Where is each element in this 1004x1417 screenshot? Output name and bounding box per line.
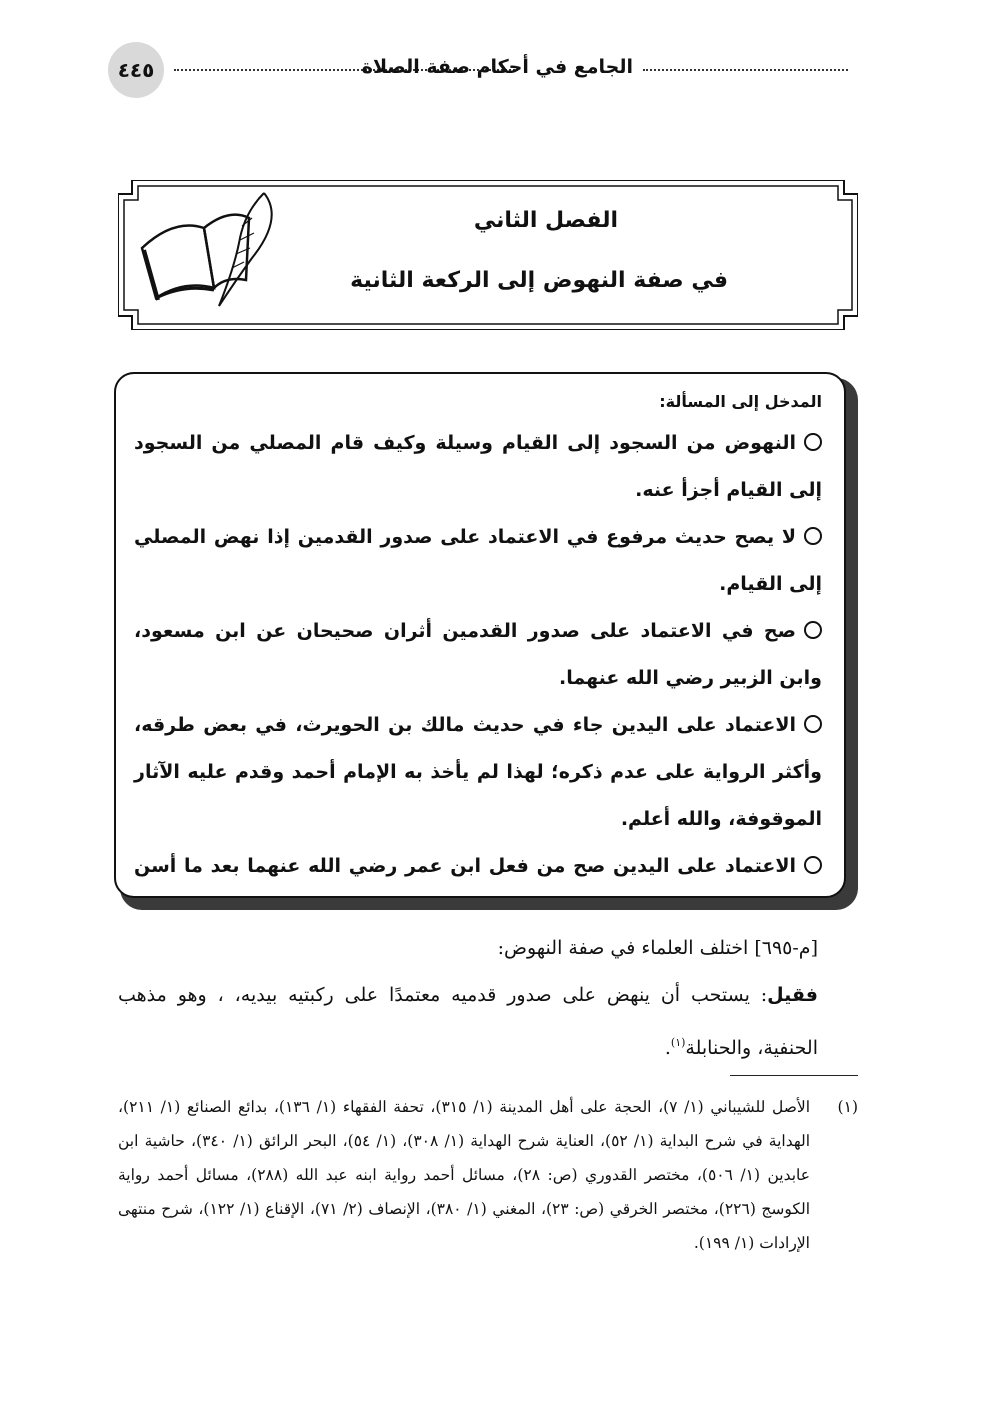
qawl-label: فقيل <box>767 984 818 1006</box>
running-title: الجامع في أحكام صفة الصلاة <box>361 56 633 78</box>
first-opinion-paragraph: فقيل: يستحب أن ينهض على صدور قدميه معتمدًا على ركبتيه بيديه، ، وهو مذهب الحنفية، والحنابلة$^{(١)}$. <box>118 984 818 1059</box>
issue-line: [م-٦٩٥] اختلف العلماء في صفة النهوض: <box>497 937 818 959</box>
footnote-text: الأصل للشيباني (١/ ٧)، الحجة على أهل المدينة (١/ ٣١٥)، تحفة الفقهاء (١/ ١٣٦)، بدائع الصنائع (١/ ٢١١)، الهداية في شرح البداية (١/ ٥٢)، العناية شرح الهداية (١/ ٣٠٨)، (١/ ٥٤)، البحر الرائق (١/ ٣٤٠)، حاشية ابن عابدين (١/ ٥٠٦)، مختصر القدوري (ص: ٢٨)، مسائل أحمد رواية ابنه عبد الله (٢٨٨)، مسائل أحمد رواية الكوسج (٢٢٦)، مختصر الخرقي (ص: ٢٣)، المغني (١/ ٣٨٠)، الإنصاف (٢/ ٧١)، الإقناع (١/ ١٢٢)، شرح منتهى الإرادات (١/ ١٩٩). <box>118 1098 811 1252</box>
circle-bullet-icon <box>804 856 822 874</box>
circle-bullet-icon <box>804 433 822 451</box>
intro-item: الاعتماد على اليدين جاء في حديث مالك بن الحويرث، في بعض طرقه، وأكثر الرواية على عدم ذكره؛ لهذا لم يأخذ به الإمام أحمد وقدم عليه الآثار الموقوفة، والله أعلم. <box>134 714 822 830</box>
intro-item: صح في الاعتماد على صدور القدمين أثران صحيحان عن ابن مسعود، وابن الزبير رضي الله عنهما. <box>134 620 822 689</box>
page-number: ٤٤٥ <box>108 42 164 98</box>
circle-bullet-icon <box>804 715 822 733</box>
footnote-separator <box>730 1075 858 1076</box>
chapter-title: الفصل الثاني <box>473 208 618 233</box>
circle-bullet-icon <box>804 621 822 639</box>
intro-item: لا يصح حديث مرفوع في الاعتماد على صدور القدمين إذا نهض المصلي إلى القيام. <box>134 526 822 595</box>
footnote <box>118 1090 858 1260</box>
footnote-reference[interactable]: (١) <box>670 1036 686 1049</box>
chapter-subtitle: في صفة النهوض إلى الركعة الثانية <box>350 268 728 293</box>
qawl-text: : يستحب أن ينهض على صدور قدميه معتمدًا على ركبتيه بيديه، ، وهو مذهب الحنفية، والحنابلة <box>118 984 818 1059</box>
page-header <box>108 42 848 100</box>
intro-item: الاعتماد على اليدين صح من فعل ابن عمر رضي الله عنهما بعد ما أسن <box>134 843 822 890</box>
intro-item: النهوض من السجود إلى القيام وسيلة وكيف قام المصلي من السجود إلى القيام أجزأ عنه. <box>134 432 822 501</box>
intro-heading: المدخل إلى المسألة: <box>659 392 822 411</box>
body-text <box>118 925 858 1072</box>
chapter-title-frame <box>118 180 858 330</box>
footnotes <box>118 1090 858 1260</box>
footnote-number: (١) <box>837 1098 858 1116</box>
issue-intro-box <box>114 372 846 898</box>
circle-bullet-icon <box>804 527 822 545</box>
header-dotted-leader-right <box>643 69 848 71</box>
open-book-with-quill-icon <box>134 188 284 318</box>
